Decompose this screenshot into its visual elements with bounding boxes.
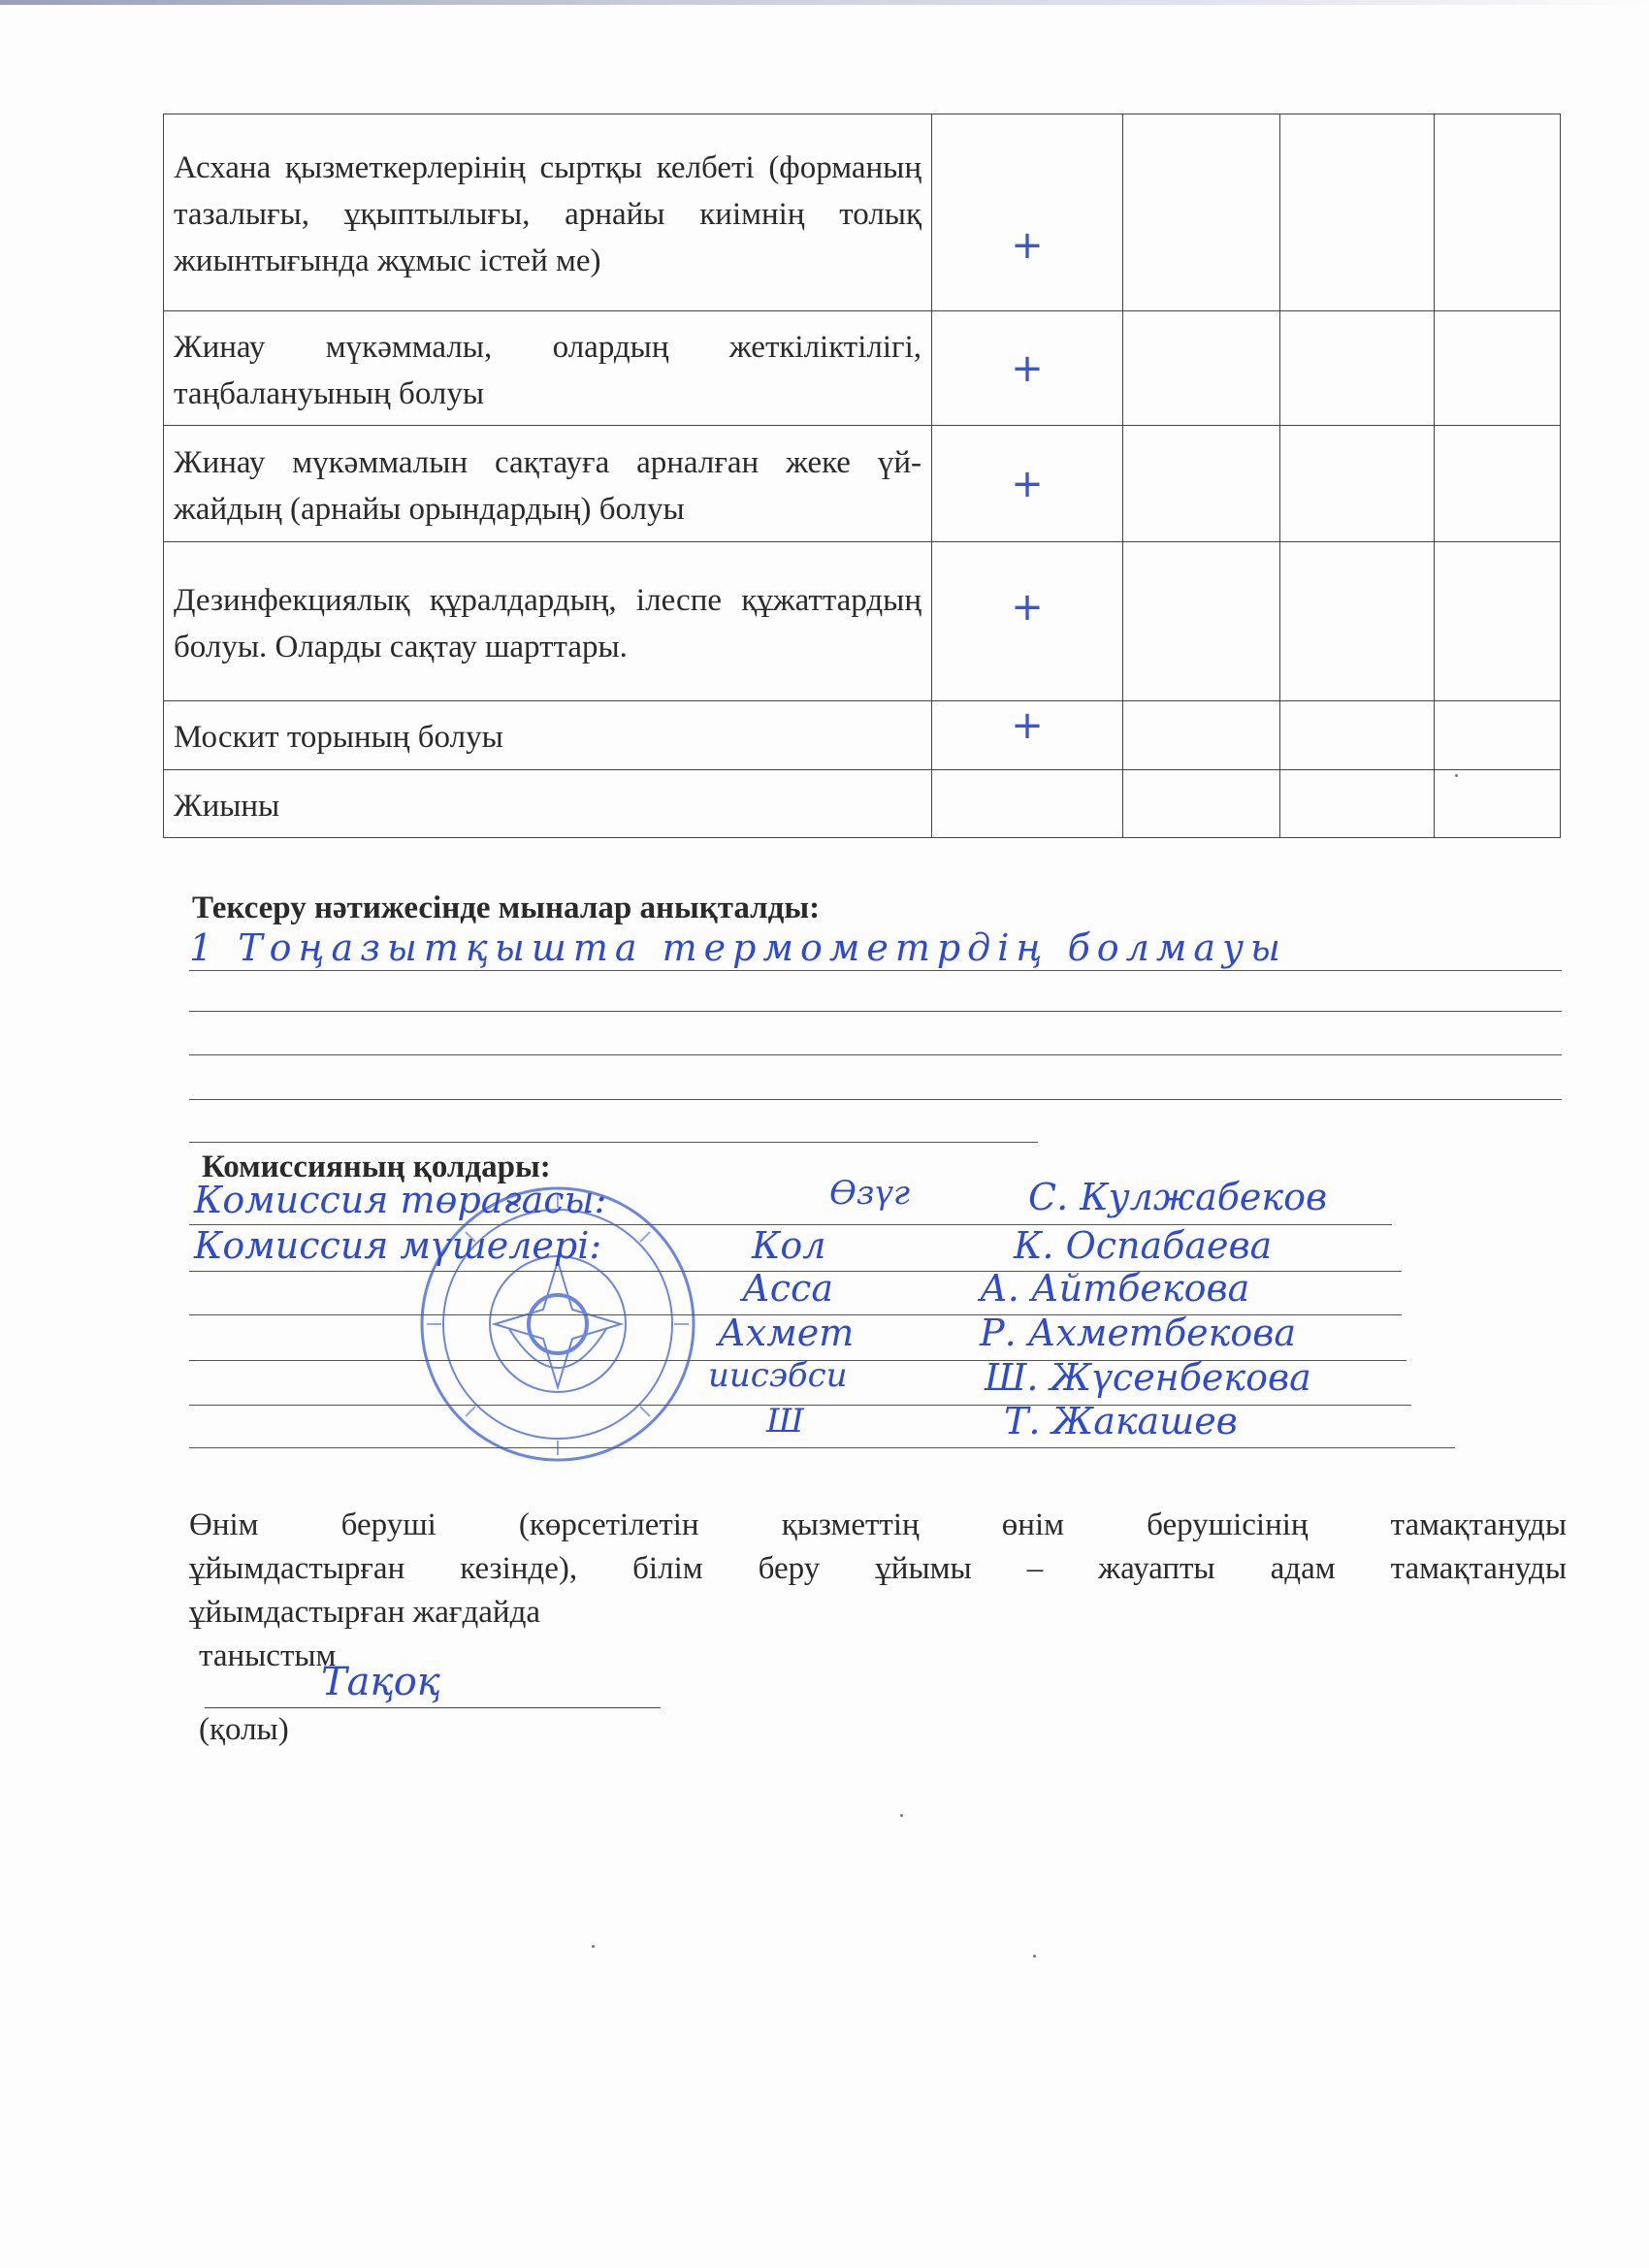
plus-mark: + [1011, 461, 1044, 506]
scan-edge [0, 0, 1649, 5]
mark-cell [932, 114, 1123, 311]
plus-mark: + [1011, 345, 1044, 391]
findings-line [189, 1011, 1562, 1012]
member-name: А. Айтбекова [980, 1267, 1250, 1310]
commission-chair-role: Комиссия төрағасы: [194, 1179, 607, 1221]
mark-cell [932, 542, 1123, 701]
member-initials: Ахмет [718, 1312, 855, 1354]
sign-suffix: (қолы) [199, 1712, 289, 1747]
producer-line: ұйымдастырған кезінде), білім беру ұйымы – жауапты адам тамақтануды [189, 1551, 1567, 1586]
total-label: Жиыны [164, 770, 932, 838]
commission-chair-name: С. Кулжабеков [1028, 1176, 1328, 1218]
producer-line: ұйымдастырған жағдайда [189, 1595, 541, 1630]
plus-mark: + [1011, 703, 1044, 748]
member-initials: Асса [742, 1267, 833, 1310]
table-row [164, 426, 1561, 542]
criteria-table [163, 113, 1561, 838]
findings-line [189, 1099, 1562, 1100]
mark-cell [932, 701, 1123, 770]
producer-paragraph [189, 1504, 1567, 1752]
findings-heading: Тексеру нәтижесінде мыналар анықталды: [192, 891, 821, 925]
mark-cell [932, 311, 1123, 426]
member-initials: Ш [766, 1402, 804, 1441]
criterion-cell: Жинау мүкәммалы, олардың жеткіліктілігі, таңбалануының болуы [164, 311, 932, 426]
acquainted-row [189, 1635, 1567, 1752]
table-row [164, 542, 1561, 701]
criterion-cell: Дезинфекциялық құралдардың, ілеспе құжаттардың болуы. Оларды сақтау шарттары. [164, 542, 932, 701]
scan-speck [900, 1814, 903, 1817]
member-name: Т. Жакашев [1004, 1400, 1238, 1442]
scan-speck [1033, 1955, 1036, 1958]
mark-cell [932, 770, 1123, 838]
findings-line [189, 1054, 1562, 1055]
findings-handwritten-note: 1 Тоңазытқышта термометрдің болмауы [189, 926, 1287, 969]
criterion-cell: Асхана қызметкерлерінің сыртқы келбеті (форманың тазалығы, ұқыптылығы, арнайы киімнің толық жиынтығында жұмыс істей ме) [164, 114, 932, 311]
findings-line [189, 1142, 1038, 1143]
commission-members-role: Комиссия мүшелері: [194, 1224, 602, 1267]
member-name: Р. Ахметбекова [980, 1312, 1296, 1354]
table-row [164, 701, 1561, 770]
criterion-cell: Москит торының болуы [164, 701, 932, 770]
acquainted-label: таныстым [199, 1638, 337, 1673]
mark-cell [932, 426, 1123, 542]
producer-signature: Тақоқ [321, 1660, 440, 1704]
plus-mark: + [1011, 584, 1044, 630]
signature-line [189, 1447, 1455, 1448]
signature-field [205, 1660, 661, 1708]
table-row [164, 311, 1561, 426]
criterion-cell: Жинау мүкәммалын сақтауға арналған жеке үй-жайдың (арнайы орындардың) болуы [164, 426, 932, 542]
member-name: К. Оспабаева [1014, 1224, 1273, 1267]
scan-speck [1455, 774, 1458, 777]
table-row [164, 114, 1561, 311]
member-name: Ш. Жүсенбекова [985, 1356, 1311, 1399]
commission-heading: Комиссияның қолдары: [202, 1150, 551, 1184]
table-row [164, 770, 1561, 838]
scan-speck [592, 1945, 595, 1948]
member-initials: иисэбси [708, 1356, 848, 1395]
findings-line [189, 970, 1562, 971]
plus-mark: + [1011, 223, 1044, 268]
producer-line: Өнім беруші (көрсетілетін қызметтің өнім берушісінің тамақтануды [189, 1507, 1567, 1542]
commission-chair-initials: Өзүг [829, 1174, 911, 1213]
member-initials: Кол [752, 1224, 826, 1267]
